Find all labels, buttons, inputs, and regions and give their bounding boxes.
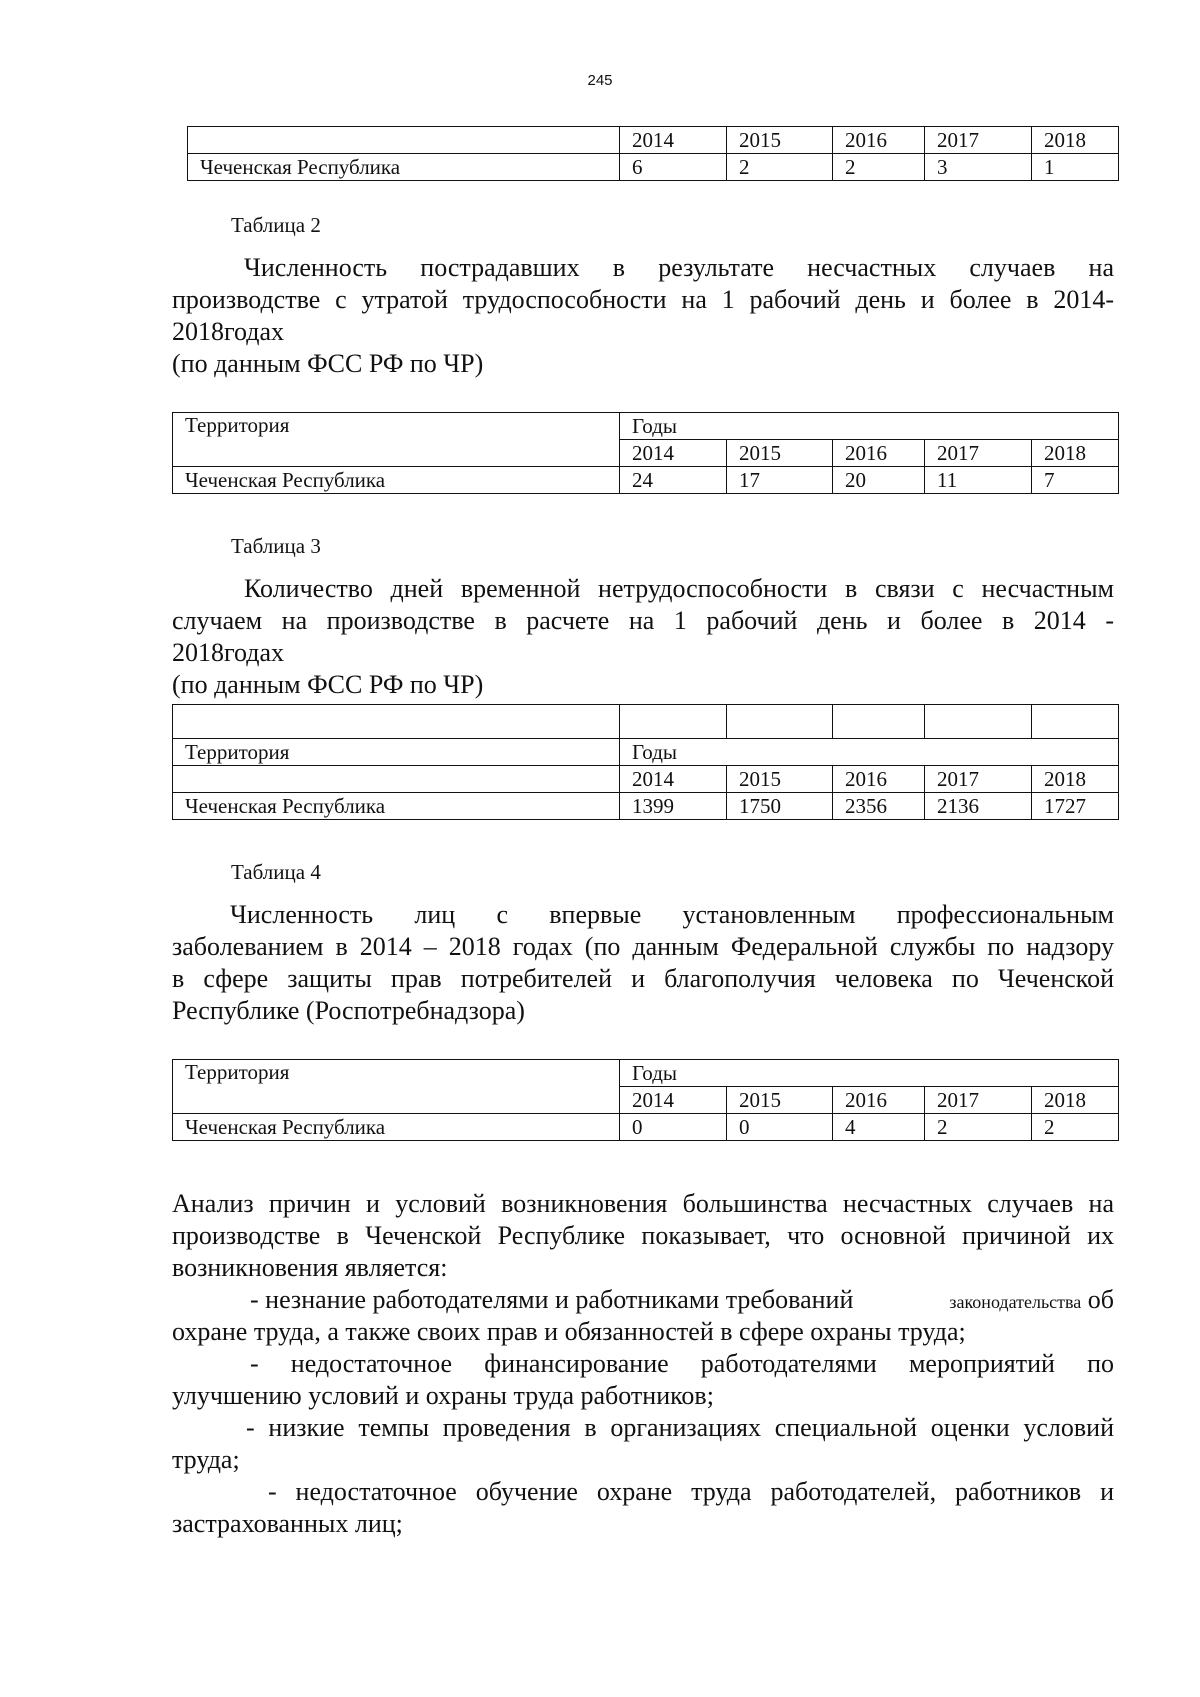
value-cell: 17 [727, 467, 833, 494]
value-cell: 4 [833, 1114, 925, 1141]
empty-cell [925, 705, 1032, 739]
year-header: 2014 [620, 127, 727, 154]
year-header: 2014 [620, 766, 727, 793]
year-header: 2015 [727, 766, 833, 793]
territory-cell: Чеченская Республика [173, 1114, 620, 1141]
year-header: 2018 [1032, 127, 1119, 154]
table-2-caption: Таблица 2 [231, 213, 321, 237]
value-cell: 1727 [1032, 793, 1119, 820]
analysis-line: возникновения является: [172, 1253, 448, 1282]
table-row [173, 467, 1119, 494]
year-header: 2015 [727, 440, 833, 467]
table-2-title-line: 2018годах [172, 317, 285, 346]
value-cell: 11 [925, 467, 1032, 494]
year-header: 2018 [1032, 440, 1119, 467]
years-header: Годы [620, 739, 1119, 766]
table-row [173, 413, 1119, 440]
territory-header: Территория [173, 413, 620, 467]
table-4-title-line: Численность лиц с впервые установленным профессиональным [230, 900, 1114, 929]
year-header: 2014 [620, 1087, 727, 1114]
table-4-title-line: заболеванием в 2014 – 2018 годах (по данным Федеральной службы по надзору [172, 932, 1114, 961]
years-header: Годы [620, 1060, 1119, 1087]
year-header: 2017 [925, 1087, 1032, 1114]
territory-cell: Чеченская Республика [173, 793, 620, 820]
table-row [188, 154, 1119, 181]
value-cell: 20 [833, 467, 925, 494]
year-header: 2018 [1032, 1087, 1119, 1114]
empty-cell [620, 705, 727, 739]
empty-cell [173, 766, 620, 793]
year-header: 2018 [1032, 766, 1119, 793]
analysis-text: - незнание работодателями и работниками требований [250, 1285, 854, 1314]
empty-cell [188, 127, 620, 154]
value-cell: 24 [620, 467, 727, 494]
table-row [173, 793, 1119, 820]
analysis-line: застрахованных лиц; [172, 1509, 403, 1538]
years-header: Годы [620, 413, 1119, 440]
table-3-caption: Таблица 3 [231, 534, 321, 558]
table-row [173, 766, 1119, 793]
year-header: 2015 [727, 1087, 833, 1114]
table-2-title-line: производстве с утратой трудоспособности на 1 рабочий день и более в 2014- [172, 285, 1114, 314]
territory-header: Территория [173, 1060, 620, 1114]
table-2-source: (по данным ФСС РФ по ЧР) [172, 349, 484, 378]
year-header: 2017 [925, 440, 1032, 467]
table-4-caption: Таблица 4 [231, 860, 321, 884]
table-2 [172, 412, 1119, 494]
value-cell: 0 [727, 1114, 833, 1141]
year-header: 2015 [727, 127, 833, 154]
table-row [173, 1060, 1119, 1087]
year-header: 2017 [925, 766, 1032, 793]
value-cell: 2356 [833, 793, 925, 820]
year-header: 2017 [925, 127, 1032, 154]
table-3-title-line: случаем на производстве в расчете на 1 рабочий день и более в 2014 - [172, 606, 1114, 635]
analysis-item-1 [172, 1284, 1114, 1319]
value-cell: 1750 [727, 793, 833, 820]
value-cell: 2 [1032, 1114, 1119, 1141]
table-3 [172, 704, 1119, 820]
table-4-title-line: Республике (Роспотребнадзора) [172, 996, 525, 1025]
value-cell: 7 [1032, 467, 1119, 494]
empty-cell [1032, 705, 1119, 739]
analysis-line: охране труда, а также своих прав и обязанностей в сфере охраны труда; [172, 1317, 966, 1346]
analysis-line: улучшению условий и охраны труда работников; [172, 1381, 714, 1410]
table-row [173, 1114, 1119, 1141]
analysis-text: об [1081, 1285, 1114, 1314]
analysis-line: Анализ причин и условий возникновения большинства несчастных случаев на [172, 1189, 1114, 1218]
territory-cell: Чеченская Республика [188, 154, 620, 181]
table-3-source: (по данным ФСС РФ по ЧР) [172, 670, 484, 699]
analysis-line: труда; [172, 1445, 240, 1474]
territory-header: Территория [173, 739, 620, 766]
year-header: 2016 [833, 127, 925, 154]
value-cell: 0 [620, 1114, 727, 1141]
value-cell: 2 [925, 1114, 1032, 1141]
value-cell: 3 [925, 154, 1032, 181]
value-cell: 2 [833, 154, 925, 181]
table-row [173, 739, 1119, 766]
year-header: 2016 [833, 1087, 925, 1114]
table-1 [187, 126, 1119, 181]
empty-cell [833, 705, 925, 739]
table-4-title-line: в сфере защиты прав потребителей и благополучия человека по Чеченской [172, 964, 1114, 993]
value-cell: 1 [1032, 154, 1119, 181]
year-header: 2016 [833, 440, 925, 467]
analysis-line: - недостаточное обучение охране труда работодателей, работников и [268, 1477, 1114, 1506]
value-cell: 1399 [620, 793, 727, 820]
empty-cell [727, 705, 833, 739]
table-3-title-line: 2018годах [172, 638, 285, 667]
table-2-title-line: Численность пострадавших в результате несчастных случаев на [244, 253, 1114, 282]
empty-cell [173, 705, 620, 739]
territory-cell: Чеченская Республика [173, 467, 620, 494]
table-4 [172, 1059, 1119, 1141]
analysis-text-small: законодательства [949, 1292, 1082, 1312]
analysis-line: производстве в Чеченской Республике показывает, что основной причиной их [172, 1221, 1114, 1250]
value-cell: 2 [727, 154, 833, 181]
analysis-line: - низкие темпы проведения в организациях специальной оценки условий [246, 1413, 1114, 1442]
table-row [173, 705, 1119, 739]
table-row [188, 127, 1119, 154]
table-3-title-line: Количество дней временной нетрудоспособности в связи с несчастным [244, 574, 1114, 603]
analysis-line: - недостаточное финансирование работодателями мероприятий по [250, 1349, 1114, 1378]
value-cell: 2136 [925, 793, 1032, 820]
year-header: 2016 [833, 766, 925, 793]
page-number: 245 [587, 72, 613, 89]
year-header: 2014 [620, 440, 727, 467]
value-cell: 6 [620, 154, 727, 181]
